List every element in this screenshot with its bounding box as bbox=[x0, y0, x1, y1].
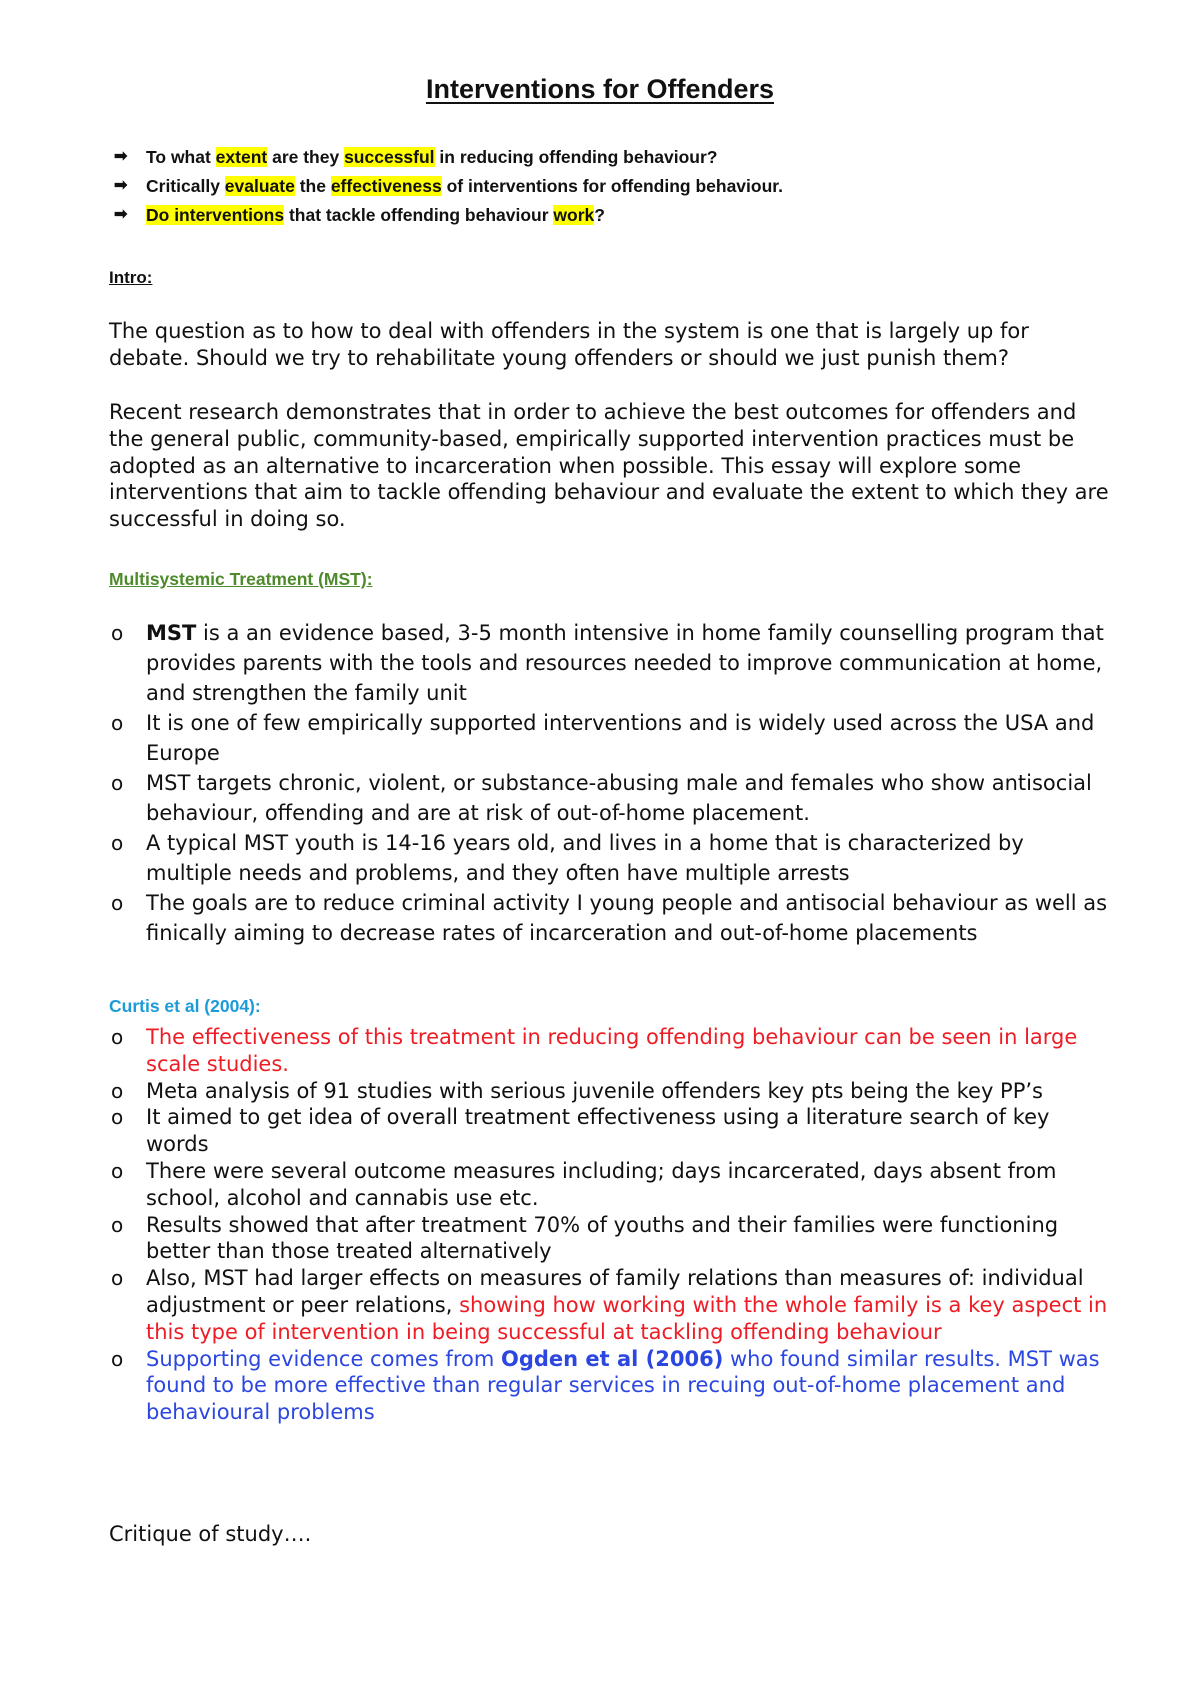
mst-bullet-item bbox=[109, 708, 1109, 768]
circle-bullet-icon: o bbox=[111, 711, 124, 735]
highlighted-text: Do interventions bbox=[146, 205, 285, 225]
arrow-right-icon: ➡ bbox=[114, 177, 128, 194]
question-item bbox=[114, 175, 783, 204]
curtis-heading: Curtis et al (2004): bbox=[109, 996, 261, 1016]
intro-label: Intro: bbox=[109, 268, 153, 287]
mst-bullet-item bbox=[109, 768, 1109, 828]
mst-bullet-item bbox=[109, 828, 1109, 888]
circle-bullet-icon: o bbox=[111, 1266, 124, 1291]
page-title: Interventions for Offenders bbox=[425, 74, 775, 104]
circle-bullet-icon: o bbox=[111, 1346, 124, 1371]
bullet-text: It is one of few empirically supported interventions and is widely used across the USA and Europe bbox=[146, 711, 1095, 765]
circle-bullet-icon: o bbox=[111, 1105, 124, 1130]
arrow-right-icon: ➡ bbox=[114, 206, 128, 223]
question-text: Critically bbox=[146, 176, 225, 196]
highlighted-text: evaluate bbox=[224, 176, 295, 196]
bullet-text: It aimed to get idea of overall treatment effectiveness using a literature search of key words bbox=[146, 1105, 1050, 1157]
question-text: the bbox=[294, 176, 331, 196]
question-text: in reducing offending behaviour? bbox=[434, 147, 718, 167]
circle-bullet-icon: o bbox=[111, 1212, 124, 1237]
mst-heading: Multisystemic Treatment (MST): bbox=[109, 569, 373, 589]
question-text: are they bbox=[267, 147, 345, 167]
circle-bullet-icon: o bbox=[111, 771, 124, 795]
curtis-bullet-item bbox=[109, 1346, 1109, 1426]
mst-bullet-item bbox=[109, 888, 1109, 948]
arrow-right-icon: ➡ bbox=[114, 148, 128, 165]
circle-bullet-icon: o bbox=[111, 1078, 124, 1103]
curtis-bullet-item bbox=[109, 1024, 1109, 1078]
question-text: of interventions for offending behaviour. bbox=[441, 176, 783, 196]
mst-bullet-list bbox=[109, 618, 1109, 948]
question-text: ? bbox=[594, 205, 605, 225]
highlighted-text: effectiveness bbox=[330, 176, 442, 196]
curtis-bullet-list bbox=[109, 1024, 1109, 1426]
intro-paragraph-2: Recent research demonstrates that in order to achieve the best outcomes for offenders and the general public, community-based, empirically supported intervention practices must be adopted as an alternative to incarceration when possible. This essay will explore some interventions that aim to tackle offending behaviour and evaluate the extent to which they are successful in doing so. bbox=[109, 400, 1109, 532]
question-text: that tackle offending behaviour bbox=[284, 205, 554, 225]
bullet-text: who found similar results. MST was found to be more effective than regular services in recuing out-of-home placement and behavioural problems bbox=[146, 1346, 1100, 1425]
highlighted-text: work bbox=[553, 205, 595, 225]
curtis-bullet-item bbox=[109, 1158, 1109, 1212]
bullet-text: Ogden et al (2006) bbox=[500, 1346, 724, 1371]
circle-bullet-icon: o bbox=[111, 621, 124, 645]
bullet-text: is a an evidence based, 3-5 month intensive in home family counselling program that provides parents with the tools and resources needed to improve communication at home, and strengthen the family unit bbox=[146, 621, 1104, 705]
question-item bbox=[114, 146, 783, 175]
question-item bbox=[114, 204, 783, 233]
bullet-text: A typical MST youth is 14-16 years old, and lives in a home that is characterized by multiple needs and problems, and they often have multiple arrests bbox=[146, 831, 1024, 885]
circle-bullet-icon: o bbox=[111, 1158, 124, 1183]
curtis-bullet-item bbox=[109, 1212, 1109, 1266]
bullet-text: There were several outcome measures including; days incarcerated, days absent from school, alcohol and cannabis use etc. bbox=[146, 1158, 1057, 1210]
bullet-text: Supporting evidence comes from bbox=[146, 1346, 501, 1371]
intro-paragraph-1: The question as to how to deal with offenders in the system is one that is largely up for debate. Should we try to rehabilitate young offenders or should we just punish them? bbox=[109, 319, 1029, 370]
curtis-bullet-item bbox=[109, 1265, 1109, 1345]
bullet-text: showing how working with the whole family is a key aspect in this type of intervention in being successful at tackling offending behaviour bbox=[146, 1292, 1108, 1344]
question-text: To what bbox=[146, 147, 216, 167]
bullet-text: MST bbox=[146, 621, 197, 645]
bullet-text: Results showed that after treatment 70% of youths and their families were functioning better than those treated alternatively bbox=[146, 1212, 1059, 1264]
circle-bullet-icon: o bbox=[111, 891, 124, 915]
critique-text: Critique of study…. bbox=[109, 1522, 312, 1546]
bullet-text: Meta analysis of 91 studies with serious juvenile offenders key pts being the key PP’s bbox=[146, 1078, 1043, 1103]
curtis-bullet-item bbox=[109, 1104, 1109, 1158]
circle-bullet-icon: o bbox=[111, 1025, 124, 1049]
circle-bullet-icon: o bbox=[111, 831, 124, 855]
bullet-text: The effectiveness of this treatment in reducing offending behaviour can be seen in large scale studies. bbox=[146, 1025, 1078, 1076]
mst-bullet-item bbox=[109, 618, 1109, 708]
bullet-text: Also, MST had larger effects on measures of family relations than measures of: individual adjustment or peer relations, bbox=[146, 1266, 1084, 1317]
highlighted-text: successful bbox=[344, 147, 435, 167]
bullet-text: The goals are to reduce criminal activity I young people and antisocial behaviour as well as finically aiming to decrease rates of incarceration and out-of-home placements bbox=[146, 891, 1108, 945]
curtis-bullet-item bbox=[109, 1078, 1109, 1105]
bullet-text: MST targets chronic, violent, or substance-abusing male and females who show antisocial behaviour, offending and are at risk of out-of-home placement. bbox=[146, 771, 1092, 825]
question-list bbox=[114, 146, 783, 233]
highlighted-text: extent bbox=[215, 147, 268, 167]
